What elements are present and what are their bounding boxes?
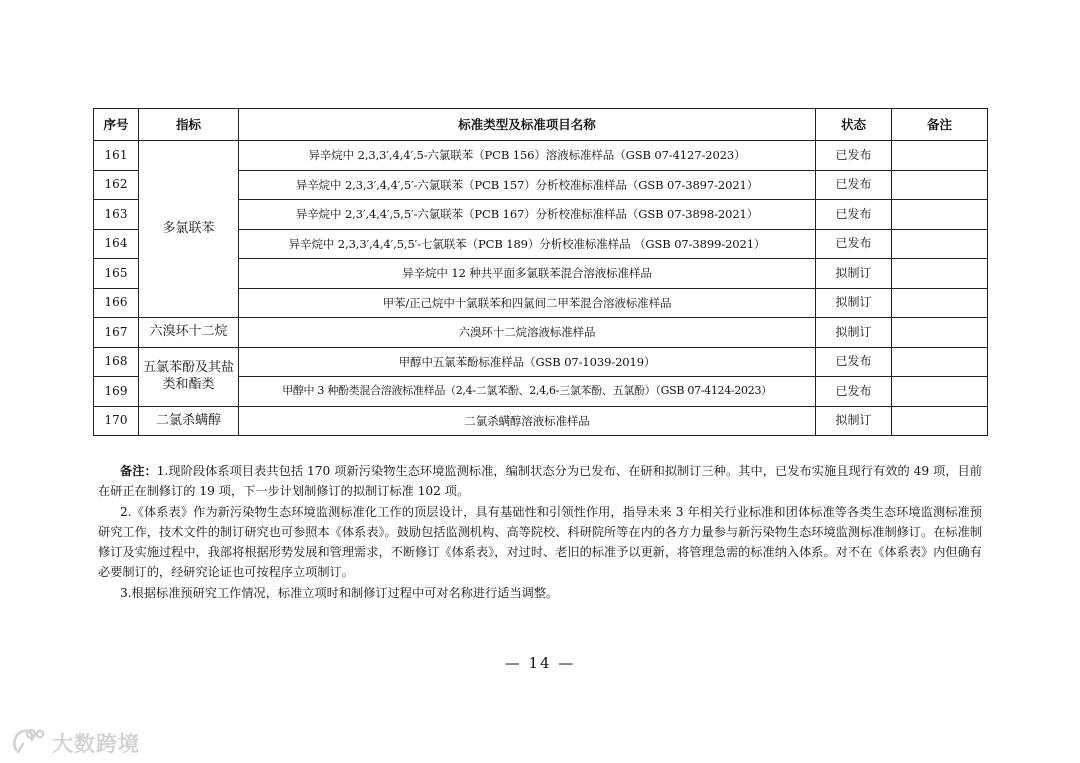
row-no: 161 <box>94 141 139 171</box>
watermark-text: 大数跨境 <box>52 732 140 756</box>
standards-table <box>93 108 988 436</box>
row-no: 163 <box>94 200 139 230</box>
row-name: 甲醇中五氯苯酚标准样品（GSB 07-1039-2019） <box>239 347 816 377</box>
row-name: 异辛烷中 2,3,3′,4,4′,5′-六氯联苯（PCB 157）分析校准标准样品（GSB 07-3897-2021） <box>239 170 816 200</box>
note-text-1: 1.现阶段体系项目表共包括 170 项新污染物生态环境监测标准，编制状态分为已发布、在研和拟制订三种。其中，已发布实施且现行有效的 49 项，目前在研正在制修订的 19 项，下一步计划制修订的拟制订标准 102 项。 <box>98 464 982 499</box>
row-status: 已发布 <box>816 170 892 200</box>
row-no: 165 <box>94 259 139 289</box>
row-name: 甲苯/正己烷中十氯联苯和四氯间二甲苯混合溶液标准样品 <box>239 288 816 318</box>
row-no: 164 <box>94 229 139 259</box>
row-status: 已发布 <box>816 200 892 230</box>
note-paragraph-2: 2.《体系表》作为新污染物生态环境监测标准化工作的顶层设计，具有基础性和引领性作用，指导未来 3 年相关行业标准和团体标准等各类生态环境监测标准预研究工作，技术文件的制订研究也可参照本《体系表》。鼓励包括监测机构、高等院校、科研院所等在内的各方力量参与新污染物生态环境监测标准制修订。在标准制修订及实施过程中，我部将根据形势发展和管理需求，不断修订《体系表》，对过时、老旧的标准予以更新，将管理急需的标准纳入体系。对不在《体系表》内但确有必要制订的，经研究论证也可按程序立项制订。 <box>98 504 982 580</box>
row-status: 已发布 <box>816 229 892 259</box>
row-status: 拟制订 <box>816 318 892 348</box>
row-no: 166 <box>94 288 139 318</box>
header-indicator: 指标 <box>139 109 239 141</box>
watermark <box>10 726 140 760</box>
row-name: 甲醇中 3 种酚类混合溶液标准样品（2,4-二氯苯酚、2,4,6-三氯苯酚、五氯酚）（GSB 07-4124-2023） <box>239 377 816 407</box>
header-status: 状态 <box>816 109 892 141</box>
row-remarks <box>892 170 988 200</box>
row-name: 六溴环十二烷溶液标准样品 <box>239 318 816 348</box>
notes-label: 备注： <box>120 464 157 478</box>
logo-icon <box>10 726 46 760</box>
row-name: 异辛烷中 2,3,3′,4,4′,5-六氯联苯（PCB 156）溶液标准样品（GSB 07-4127-2023） <box>239 141 816 171</box>
row-remarks <box>892 200 988 230</box>
table-row <box>94 318 988 348</box>
row-status: 已发布 <box>816 141 892 171</box>
row-status: 拟制订 <box>816 406 892 436</box>
row-remarks <box>892 406 988 436</box>
table-row <box>94 141 988 171</box>
row-status: 已发布 <box>816 347 892 377</box>
row-no: 167 <box>94 318 139 348</box>
indicator-cell: 二氯杀螨醇 <box>139 406 239 436</box>
row-remarks <box>892 318 988 348</box>
row-status: 已发布 <box>816 377 892 407</box>
header-name: 标准类型及标准项目名称 <box>239 109 816 141</box>
row-name: 异辛烷中 2,3′,4,4′,5,5′-六氯联苯（PCB 167）分析校准标准样品（GSB 07-3898-2021） <box>239 200 816 230</box>
row-name: 异辛烷中 2,3,3′,4,4′,5,5′-七氯联苯（PCB 189）分析校准标准样品 （GSB 07-3899-2021） <box>239 229 816 259</box>
indicator-cell: 六溴环十二烷 <box>139 318 239 348</box>
note-paragraph-1 <box>98 461 982 502</box>
notes-section <box>98 461 982 603</box>
indicator-cell: 多氯联苯 <box>139 141 239 318</box>
row-status: 拟制订 <box>816 259 892 289</box>
row-remarks <box>892 259 988 289</box>
row-remarks <box>892 347 988 377</box>
row-remarks <box>892 229 988 259</box>
table-row <box>94 347 988 377</box>
row-no: 170 <box>94 406 139 436</box>
row-name: 异辛烷中 12 种共平面多氯联苯混合溶液标准样品 <box>239 259 816 289</box>
header-remarks: 备注 <box>892 109 988 141</box>
indicator-cell: 五氯苯酚及其盐类和酯类 <box>139 347 239 406</box>
page-number: — 14 — <box>504 654 576 672</box>
row-remarks <box>892 141 988 171</box>
row-remarks <box>892 377 988 407</box>
row-no: 162 <box>94 170 139 200</box>
row-name: 二氯杀螨醇溶液标准样品 <box>239 406 816 436</box>
row-no: 169 <box>94 377 139 407</box>
row-no: 168 <box>94 347 139 377</box>
table-row <box>94 406 988 436</box>
row-remarks <box>892 288 988 318</box>
table-header-row <box>94 109 988 141</box>
note-paragraph-3: 3.根据标准预研究工作情况，标准立项时和制修订过程中可对名称进行适当调整。 <box>120 585 559 600</box>
row-status: 拟制订 <box>816 288 892 318</box>
header-no: 序号 <box>94 109 139 141</box>
